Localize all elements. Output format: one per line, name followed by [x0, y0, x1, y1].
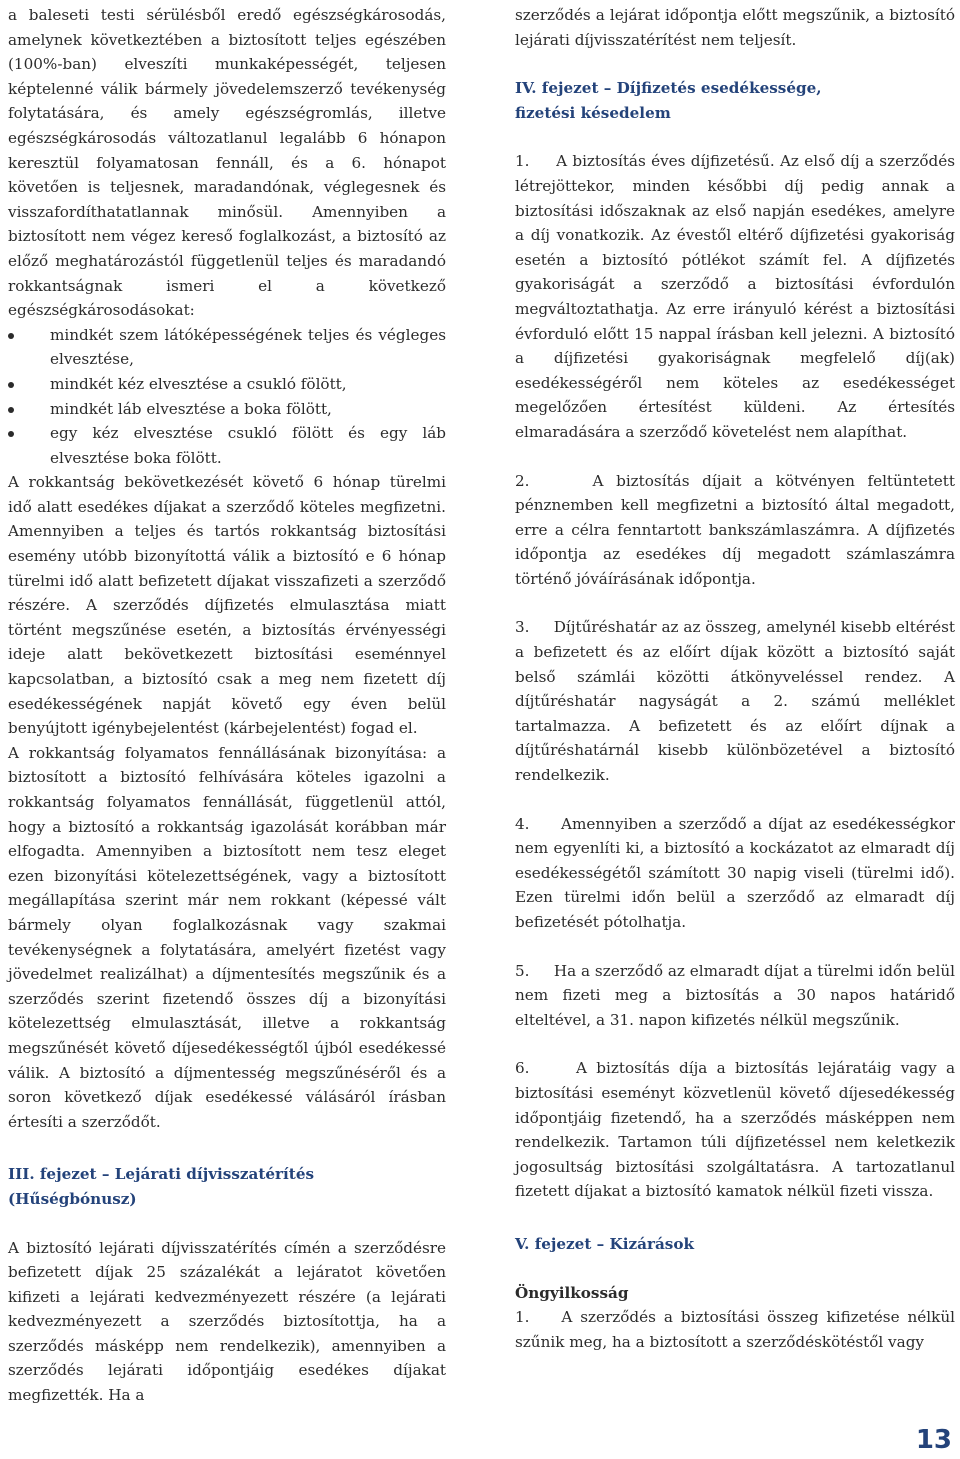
page-number: 13 — [915, 1425, 952, 1456]
item-number: 6. — [515, 1059, 530, 1078]
list-item: mindkét kéz elvesztése a csukló fölött, — [8, 372, 446, 397]
section-item-1 — [515, 149, 955, 444]
item-text: Díjtűréshatár az az összeg, amelynél kisebb eltérést a befizetett és az előírt díjak között a biztosító saját belső számlái közötti átkönyveléssel rendez. A díjtűréshatár nagyságát a 2. számú melléklet tartalmazza. A befizetett és az előírt díjnak a díjtűréshatárnál kisebb különbözetével a biztosító rendelkezik. — [515, 618, 955, 785]
item-text: A biztosítás díja a biztosítás lejáratáig vagy a biztosítási eseményt közvetlenül követő díjesedékesség időpontjáig fizetendő, ha a szerződés másképpen nem rendelkezik. Tartamon túli díjfizetéssel nem keletkezik jogosultság biztosítási szolgáltatásra. A tartozatlanul fizetett díjakat a biztosító kamatok nélkül fizeti vissza. — [515, 1059, 955, 1201]
section-item-4 — [515, 812, 955, 935]
section-item-2 — [515, 469, 955, 592]
list-item: mindkét láb elvesztése a boka fölött, — [8, 397, 446, 422]
rokkantsag-definition: a baleseti testi sérülésből eredő egészségkárosodás, amelynek következtében a biztosított teljes egészében (100%-ban) elveszíti munkaképességét, teljesen képtelenné válik bármely jövedelemszerző tevékenység folytatására, és amely egészségromlás, illetve egészségkárosodás változatlanul legalább 6 hónapon keresztül folyamatosan fennáll, és a 6. hónapot követően is teljesnek, maradandónak, véglegesnek és visszafordíthatatlannak minősül. Amennyiben a biztosított nem végez kereső foglalkozást, a biztosító az előző meghatározástól függetlenül teljes és maradandó rokkantságnak ismeri el a következő egészségkárosodásokat: — [8, 6, 446, 320]
chapter-4-heading-line2: fizetési késedelem — [515, 103, 671, 122]
item-number: 1. — [515, 152, 530, 171]
right-column — [515, 3, 955, 1354]
item-text: A biztosítás díjait a kötvényen feltüntetett pénznemben kell megfizetni a biztosító által megadott, erre a célra fenntartott bankszámlaszámra. A díjfizetés időpontja az esedékes díj megadott számlaszámra történő jóváírásának időpontja. — [515, 471, 955, 588]
item-text: A biztosítás éves díjfizetésű. Az első díj a szerződés létrejöttekor, minden későbbi díj pedig annak a biztosítási időszaknak az első napján esedékes, amelyre a díj vonatkozik. Az évestől eltérő díjfizetési gyakoriság esetén a biztosító pótlékot számít fel. A díjfizetés gyakoriságát a szerződő a biztosítási évfordulón megváltoztathatja. Az erre irányuló kérést a biztosítási évforduló előtt 15 nappal írásban kell jelezni. A biztosító a díjfizetési gyakoriságnak megfelelő díj(ak) esedékességéről nem köteles az esedékességet megelőzően értesítést küldeni. Az értesítés elmaradására a szerződő követelést nem alapíthat. — [515, 152, 955, 441]
chapter-3-heading: III. fejezet – Lejárati díjvisszatérítés (Hűségbónusz) — [8, 1165, 315, 1208]
exclusion-paragraph — [515, 1305, 955, 1354]
proof-paragraph: A rokkantság folyamatos fennállásának bizonyítása: a biztosított a biztosító felhívására köteles igazolni a rokkantság folyamatos fennállását, függetlenül attól, hogy a biztosító a rokkantság igazolását korábban már elfogadta. Amennyiben a biztosított nem tesz eleget ezen bizonyítási kötelezettségének, vagy a biztosított megállapítása szerint már nem rokkant (képessé vált bármely olyan foglalkozásnak vagy szakmai tevékenységnek a folytatására, amelyért fizetést vagy jövedelmet realizálhat) a díjmentesítés megszűnik és a szerződés szerint fizetendő összes díj a bizonyítási kötelezettség elmulasztását, illetve a rokkantság megszűnését követő díjesedékességtől újból esedékessé válik. A biztosító a díjmentesség megszűnéséről és a soron következő díjak esedékessé válásáról írásban értesíti a szerződőt. — [8, 743, 446, 1131]
item-number: 4. — [515, 814, 530, 833]
left-column — [8, 3, 446, 1408]
suicide-subheading: Öngyilkosság — [515, 1283, 629, 1302]
item-number: 5. — [515, 961, 530, 980]
section-item-3 — [515, 615, 955, 787]
disability-list — [8, 323, 446, 471]
list-item: egy kéz elvesztése csukló fölött és egy láb elvesztése boka fölött. — [8, 421, 446, 470]
chapter-5-heading: V. fejezet – Kizárások — [515, 1234, 695, 1253]
list-item: mindkét szem látóképességének teljes és végleges elvesztése, — [8, 323, 446, 372]
chapter-4-heading-line1: IV. fejezet – Díjfizetés esedékessége, — [515, 79, 822, 98]
item-text: Ha a szerződő az elmaradt díjat a türelmi időn belül nem fizeti meg a biztosítás a 30 napos határidő elteltével, a 31. napon kifizetés nélkül megszűnik. — [515, 961, 955, 1029]
item-number: 2. — [515, 471, 530, 490]
loyalty-bonus-paragraph: A biztosító lejárati díjvisszatérítés címén a szerződésre befizetett díjak 25 százalékát a lejáratot követően kifizeti a lejárati kedvezményezett részére (a lejárati kedvezményezett a szerződés biztosítottja, ha a szerződés másképp nem rendelkezik), amennyiben a szerződés lejárati időpontjáig esedékes díjakat megfizették. Ha a — [8, 1238, 446, 1405]
grace-period-paragraph: A rokkantság bekövetkezését követő 6 hónap türelmi idő alatt esedékes díjakat a szerződő köteles megfizetni. Amennyiben a teljes és tartós rokkantság biztosítási esemény utóbb bizonyítottá válik a biztosító e 6 hónap türelmi idő alatt befizetett díjakat visszafizeti a szerződő részére. A szerződés díjfizetés elmulasztása miatt történt megszűnése esetén, a biztosítás érvényességi ideje alatt bekövetkezett biztosítási eseménnyel kapcsolatban, a biztosító csak a meg nem fizetett díj esedékességének napját követő egy éven belül benyújtott igénybejelentést (kárbejelentést) fogad el. — [8, 473, 446, 738]
continuation-paragraph: szerződés a lejárat időpontja előtt megszűnik, a biztosító lejárati díjvisszatérítést nem teljesít. — [515, 6, 955, 49]
item-text: A szerződés a biztosítási összeg kifizetése nélkül szűnik meg, ha a biztosított a szerződéskötéstől vagy — [515, 1308, 955, 1351]
item-text: Amennyiben a szerződő a díjat az esedékességkor nem egyenlíti ki, a biztosító a kockázatot az elmaradt díj esedékességétől számított 30 napig viseli (türelmi idő). Ezen türelmi időn belül a szerződő az elmaradt díj befizetését pótolhatja. — [515, 814, 955, 931]
section-item-5 — [515, 959, 955, 1033]
chapter-4-heading — [515, 76, 955, 125]
item-number: 1. — [515, 1308, 530, 1327]
item-number: 3. — [515, 618, 530, 637]
section-item-6 — [515, 1056, 955, 1204]
